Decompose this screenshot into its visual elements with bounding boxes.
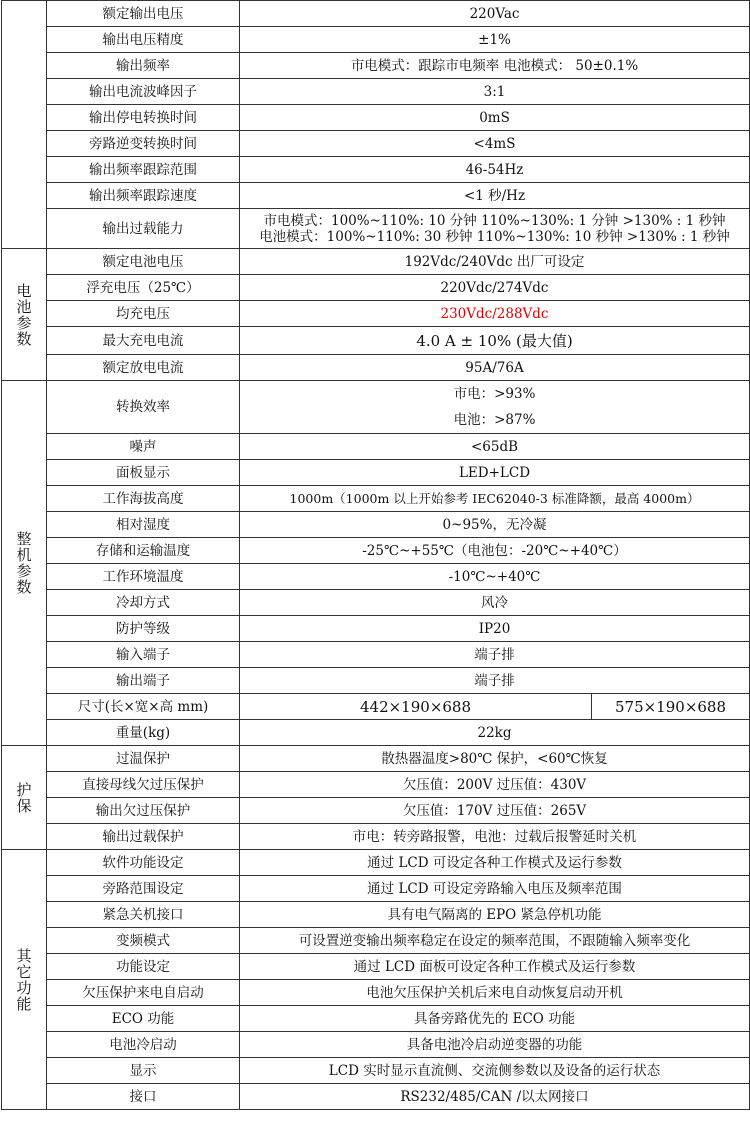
row-label: 直接母线欠过压保护 [47,772,240,798]
category-char: 数 [16,578,32,596]
row-value: 0mS [240,105,750,131]
row-value: <65dB [240,434,750,460]
table-row [2,668,750,694]
row-value: 通过 LCD 面板可设定各种工作模式及运行参数 [240,954,750,980]
category-char: 功 [16,978,32,997]
table-row [2,772,750,798]
row-label: 尺寸(长×宽×高 mm) [47,694,240,720]
row-value: 散热器温度>80℃ 保护，<60℃恢复 [240,746,750,772]
table-row [2,183,750,209]
table-row [2,1006,750,1032]
table-row [2,209,750,249]
row-label: 冷却方式 [47,590,240,616]
row-label: 软件功能设定 [47,850,240,876]
table-row [2,301,750,327]
row-label: 变频模式 [47,928,240,954]
row-label: 欠压保护来电自启动 [47,980,240,1006]
table-row [2,27,750,53]
row-label: 紧急关机接口 [47,902,240,928]
table-row [2,434,750,460]
row-label: 输出电流波峰因子 [47,79,240,105]
category-char: 能 [16,994,32,1013]
row-label: 输出频率跟踪速度 [47,183,240,209]
table-row [2,954,750,980]
row-label: 过温保护 [47,746,240,772]
row-label: 防护等级 [47,616,240,642]
row-value-line: 电池模式：100%~110%: 30 秒钟 110%~130%: 10 秒钟 >130% : 1 秒钟 [259,228,730,245]
row-label: 电池冷启动 [47,1032,240,1058]
row-value: 端子排 [240,668,750,694]
row-value: 通过 LCD 可设定各种工作模式及运行参数 [240,850,750,876]
row-label: 输出过载保护 [47,824,240,850]
table-row [2,79,750,105]
row-value-line: 市电：>93% [453,386,536,402]
table-row [2,105,750,131]
table-row [2,642,750,668]
table-row [2,157,750,183]
category-char: 它 [16,962,32,981]
row-label: 显示 [47,1058,240,1084]
row-value: RS232/485/CAN /以太网接口 [240,1084,750,1110]
table-row [2,131,750,157]
category-char: 护 [16,780,32,799]
row-value-dimension-b: 575×190×688 [592,694,750,720]
row-value: 欠压值：200V 过压值：430V [240,772,750,798]
row-value-line: 电池：>87% [453,412,536,428]
row-label: 工作环境温度 [47,564,240,590]
row-label: 输入端子 [47,642,240,668]
row-value: 通过 LCD 可设定旁路输入电压及频率范围 [240,876,750,902]
row-value: 端子排 [240,642,750,668]
category-char: 数 [16,329,32,348]
row-value-multiline [240,381,750,434]
table-row [2,1,750,27]
table-row [2,249,750,275]
row-value: 市电模式：跟踪市电频率 电池模式： 50±0.1% [240,53,750,79]
row-label: 接口 [47,1084,240,1110]
table-row [2,327,750,355]
category-cell-machine [2,381,47,746]
row-label: 额定放电电流 [47,355,240,381]
table-row [2,1032,750,1058]
row-value: 95A/76A [240,355,750,381]
row-label: 输出过载能力 [47,209,240,249]
row-value: 电池欠压保护关机后来电自动恢复启动开机 [240,980,750,1006]
category-cell-battery [2,249,47,381]
row-value: 具有电气隔离的 EPO 紧急停机功能 [240,902,750,928]
table-row [2,694,750,720]
row-label: 额定输出电压 [47,1,240,27]
row-label: 面板显示 [47,460,240,486]
row-value: ±1% [240,27,750,53]
row-value-dimension-a: 442×190×688 [240,694,592,720]
row-value: 欠压值：170V 过压值：265V [240,798,750,824]
row-value: IP20 [240,616,750,642]
row-value: 3:1 [240,79,750,105]
table-row [2,512,750,538]
table-row [2,590,750,616]
row-label: 工作海拔高度 [47,486,240,512]
row-value: 市电：转旁路报警，电池：过载后报警延时关机 [240,824,750,850]
row-value-highlighted: 230Vdc/288Vdc [240,301,750,327]
row-value-line: 市电模式：100%~110%: 10 分钟 110%~130%: 1 分钟 >130% : 1 秒钟 [263,212,726,229]
table-row [2,720,750,746]
row-value: -25℃~+55℃（电池包：-20℃~+40℃） [240,538,750,564]
table-row [2,355,750,381]
row-value: 22kg [240,720,750,746]
table-row [2,798,750,824]
row-label: ECO 功能 [47,1006,240,1032]
table-row [2,824,750,850]
row-label: 输出电压精度 [47,27,240,53]
row-label: 输出欠过压保护 [47,798,240,824]
category-cell-protection [2,746,47,850]
row-label: 浮充电压（25℃） [47,275,240,301]
category-cell-output [2,1,47,249]
table-row [2,1084,750,1110]
table-row [2,486,750,512]
row-value: -10℃~+40℃ [240,564,750,590]
row-value: <4mS [240,131,750,157]
category-char: 机 [16,546,32,564]
row-value: 0~95%，无冷凝 [240,512,750,538]
table-row [2,876,750,902]
row-value: 192Vdc/240Vdc 出厂可设定 [240,249,750,275]
table-row [2,275,750,301]
row-value: LED+LCD [240,460,750,486]
row-label: 存储和运输温度 [47,538,240,564]
row-value: 1000m（1000m 以上开始参考 IEC62040-3 标准降额，最高 4000m） [240,486,750,512]
table-row [2,746,750,772]
row-label: 功能设定 [47,954,240,980]
table-row [2,850,750,876]
table-row [2,616,750,642]
table-row [2,564,750,590]
row-label: 额定电池电压 [47,249,240,275]
row-label: 输出端子 [47,668,240,694]
row-value: 具备旁路优先的 ECO 功能 [240,1006,750,1032]
table-row [2,460,750,486]
row-value: 风冷 [240,590,750,616]
table-row [2,538,750,564]
row-label: 输出停电转换时间 [47,105,240,131]
row-label: 旁路范围设定 [47,876,240,902]
row-label: 旁路逆变转换时间 [47,131,240,157]
category-char: 其 [16,946,32,965]
table-row [2,1058,750,1084]
row-label: 最大充电电流 [47,327,240,355]
row-value: 可设置逆变输出频率稳定在设定的频率范围，不跟随输入频率变化 [240,928,750,954]
row-value: 220Vdc/274Vdc [240,275,750,301]
table-row [2,902,750,928]
table-row [2,980,750,1006]
category-char: 池 [16,297,32,316]
category-char: 参 [16,562,32,580]
row-label: 转换效率 [47,381,240,434]
category-char: 参 [16,313,32,332]
row-value: LCD 实时显示直流侧、交流侧参数以及设备的运行状态 [240,1058,750,1084]
row-value: 具备电池冷启动逆变器的功能 [240,1032,750,1058]
table-row [2,381,750,434]
row-value: <1 秒/Hz [240,183,750,209]
row-label: 输出频率跟踪范围 [47,157,240,183]
spec-table [1,0,750,1110]
row-label: 重量(kg) [47,720,240,746]
row-label: 相对湿度 [47,512,240,538]
category-char: 电 [16,281,32,300]
row-value: 4.0 A ± 10% (最大值) [240,327,750,355]
row-label: 输出频率 [47,53,240,79]
table-row [2,53,750,79]
table-row [2,928,750,954]
row-value-multiline [240,209,750,249]
row-label: 均充电压 [47,301,240,327]
row-label: 噪声 [47,434,240,460]
category-char: 保 [16,796,32,815]
row-value: 46-54Hz [240,157,750,183]
category-cell-other [2,850,47,1110]
row-value: 220Vac [240,1,750,27]
category-char: 整 [16,530,32,548]
